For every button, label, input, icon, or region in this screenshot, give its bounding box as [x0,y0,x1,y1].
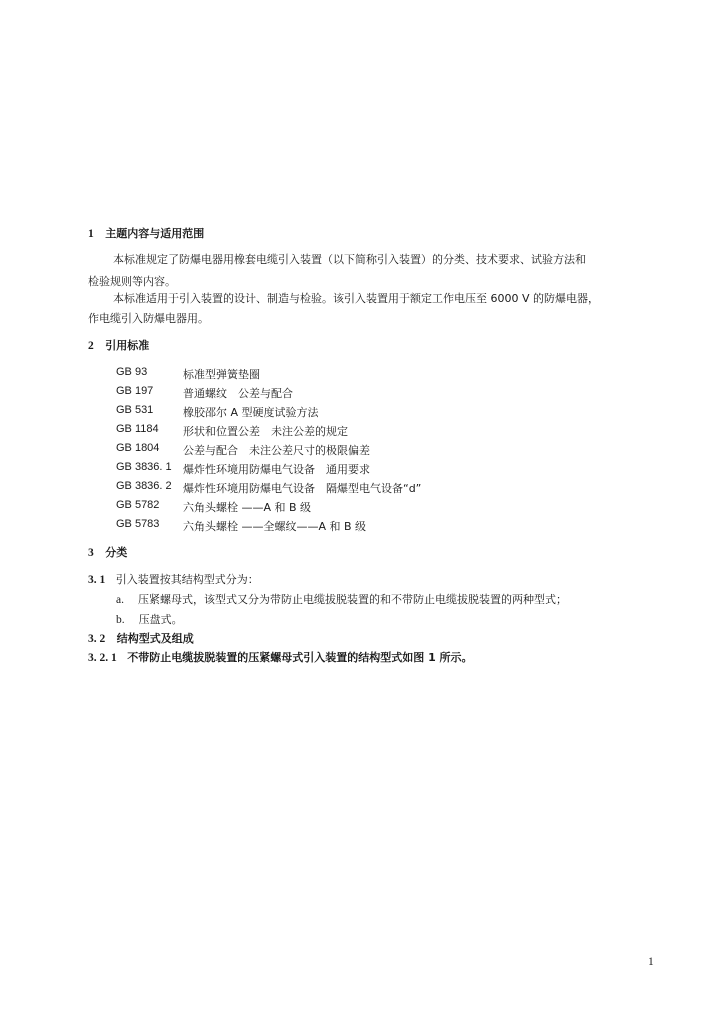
subsection-3-1 [88,573,259,587]
reference-title: 公差与配合 未注公差尺寸的极限偏差 [183,444,370,457]
list-text: 压盘式。 [138,613,183,626]
subsection-3-2 [88,632,194,646]
list-label: b. [116,614,125,626]
reference-title: 爆炸性环境用防爆电气设备 通用要求 [183,463,370,476]
reference-title: 普通螺纹 公差与配合 [183,387,293,400]
reference-title: 标准型弹簧垫圈 [183,368,260,381]
subsection-text: 结构型式及组成 [116,632,194,645]
subsection-number: 3. 2 [88,633,106,645]
page-number: 1 [648,956,654,968]
section-number: 1 [88,228,94,240]
section-title: 分类 [105,546,128,559]
section-number: 3 [88,547,94,559]
section-3-heading [88,546,127,560]
subsection-text: 引入装置按其结构型式分为： [115,573,259,586]
reference-code: GB 5783 [116,518,160,530]
section-1-heading [88,227,204,241]
list-item-a [116,593,567,607]
section-number: 2 [88,340,94,352]
section-title: 主题内容与适用范围 [105,227,205,240]
reference-title: 六角头螺栓 ——A 和 B 级 [183,501,312,514]
reference-code: GB 197 [116,385,154,397]
reference-title: 形状和位置公差 未注公差的规定 [183,425,348,438]
subsection-number: 3. 1 [88,574,106,586]
section-title: 引用标准 [105,339,150,352]
reference-title: 爆炸性环境用防爆电气设备 隔爆型电气设备“d” [183,482,422,495]
subsection-text: 不带防止电缆拔脱装置的压紧螺母式引入装置的结构型式如图 1 所示。 [127,651,473,664]
reference-code: GB 1804 [116,442,160,454]
reference-code: GB 1184 [116,423,159,435]
list-text: 压紧螺母式，该型式又分为带防止电缆拔脱装置的和不带防止电缆拔脱装置的两种型式； [137,593,567,606]
section-2-heading [88,339,149,353]
reference-code: GB 5782 [116,499,160,511]
subsection-3-2-1 [88,651,473,665]
reference-code: GB 3836. 1 [116,461,172,473]
paragraph-line: 本标准规定了防爆电器用橡套电缆引入装置（以下简称引入装置）的分类、技术要求、试验方法和 [113,253,586,266]
subsection-number: 3. 2. 1 [88,652,117,664]
reference-code: GB 93 [116,366,148,378]
paragraph-line: 检验规则等内容。 [88,275,176,288]
paragraph-line: 本标准适用于引入装置的设计、制造与检验。该引入装置用于额定工作电压至 6000 V 的防爆电器， [113,292,600,305]
reference-code: GB 3836. 2 [116,480,172,492]
paragraph-line: 作电缆引入防爆电器用。 [88,312,209,325]
list-label: a. [116,594,124,606]
reference-title: 橡胶邵尔 A 型硬度试验方法 [183,406,319,419]
reference-title: 六角头螺栓 ——全螺纹——A 和 B 级 [183,520,367,533]
list-item-b [116,613,183,627]
reference-code: GB 531 [116,404,154,416]
